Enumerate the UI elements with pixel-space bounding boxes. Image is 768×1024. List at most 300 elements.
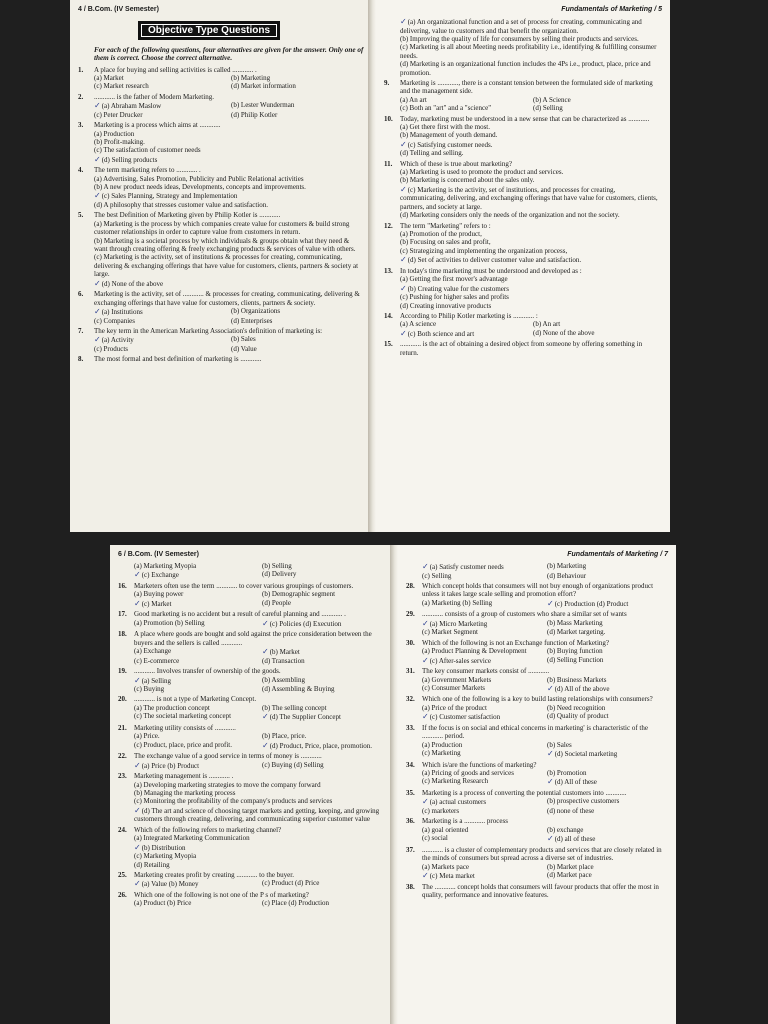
answer-option: [400, 96, 529, 104]
check-mark-icon: ✓: [400, 184, 407, 194]
question-line: [118, 667, 386, 675]
option-text: (c) Strategizing and implementing the organization process,: [400, 246, 568, 255]
answer-option: [400, 131, 662, 139]
options-list: [78, 175, 364, 210]
question-line: [384, 115, 662, 123]
answer-option: [400, 35, 662, 43]
options-list: [118, 562, 386, 580]
section-title: Objective Type Questions: [138, 21, 280, 40]
answer-option: [94, 183, 364, 191]
question-line: [78, 121, 364, 129]
option-text: (c) Exchange: [141, 571, 179, 580]
question-line: [78, 166, 364, 174]
option-text: (d) The art and science of choosing target markets and getting, keeping, and growing customers through creating, delivering, and communicating superior customer value: [134, 806, 380, 824]
options-list: [406, 704, 668, 722]
option-text: (a) Developing marketing strategies to move the company forward: [134, 780, 321, 789]
question-text: Marketers often use the term ............ to cover various groupings of customers.: [134, 581, 354, 590]
options-list: [78, 335, 364, 353]
option-text: (d) Assembling & Buying: [262, 685, 335, 694]
question-number: 24.: [118, 825, 127, 834]
question-item: [118, 724, 386, 750]
question-item: [406, 883, 668, 900]
question-line: [78, 93, 364, 101]
page-header: 6 / B.Com. (IV Semester): [118, 551, 199, 558]
answer-option: [262, 685, 386, 693]
question-item: [384, 267, 662, 310]
answer-option: [422, 807, 543, 815]
question-line: [406, 761, 668, 769]
answer-option: [94, 335, 227, 345]
option-text: (b) A Science: [533, 95, 571, 104]
answer-option: [422, 741, 543, 749]
option-text: (a) A science: [400, 320, 437, 329]
option-text: (c) Selling: [422, 571, 452, 580]
question-text: The ............ concept holds that consumers will favour products that offer the most in quality, performance and innovative features.: [422, 882, 659, 899]
question-line: [384, 267, 662, 275]
answer-option: [94, 146, 364, 154]
option-text: (d) Marketing considers only the needs of the organization and not the society.: [400, 211, 620, 220]
book-spine: [368, 0, 376, 532]
option-text: (c) Marketing is all about Meeting needs profitability i.e., identifying & fulfilling consumer needs.: [400, 43, 657, 60]
option-text: (d) Selling products: [101, 155, 158, 164]
answer-option: [134, 562, 258, 570]
question-item: [118, 871, 386, 889]
options-list: [406, 599, 668, 609]
question-text: The term marketing refers to ............ .: [94, 166, 201, 175]
check-mark-icon: ✓: [134, 675, 141, 685]
answer-option: [547, 628, 668, 636]
answer-option: [134, 861, 386, 869]
question-item: [118, 630, 386, 665]
question-line: [384, 79, 662, 96]
question-number: 26.: [118, 890, 127, 899]
option-text: (a) goal oriented: [422, 825, 469, 834]
option-text: (a) Integrated Marketing Communication: [134, 834, 250, 843]
question-number: 21.: [118, 723, 127, 732]
question-number: 28.: [406, 581, 415, 590]
question-item: [78, 166, 364, 209]
option-text: (c) Marketing Research: [422, 777, 489, 786]
question-item: [118, 562, 386, 580]
question-number: 23.: [118, 772, 127, 781]
question-text: ............ is the father of Modern Marketing.: [94, 92, 214, 101]
page-left: [110, 545, 394, 1024]
option-text: (a) The production concept: [134, 703, 210, 712]
option-text: (a) Product Planning & Development: [422, 647, 527, 656]
question-text: The best Definition of Marketing given by Philip Kotler is ............: [94, 211, 281, 220]
answer-option: [533, 96, 662, 104]
question-text: ............ is the act of obtaining a desired object from someone by offering something in return.: [400, 340, 643, 357]
question-line: [384, 222, 662, 230]
check-mark-icon: ✓: [547, 749, 554, 759]
check-mark-icon: ✓: [262, 618, 269, 628]
question-line: [118, 695, 386, 703]
answer-option: [400, 255, 662, 265]
question-item: [384, 17, 662, 77]
answer-option: [262, 704, 386, 712]
check-mark-icon: ✓: [94, 101, 101, 111]
option-text: (a) Markets pace: [422, 862, 470, 871]
option-text: (b) Selling: [262, 562, 292, 570]
option-text: (c) Place (d) Production: [262, 899, 330, 908]
option-text: (b) Sales: [231, 335, 256, 344]
answer-option: [231, 101, 364, 111]
question-item: [406, 789, 668, 815]
option-text: (c) marketers: [422, 806, 460, 815]
question-number: 6.: [78, 290, 84, 299]
answer-option: [134, 599, 258, 609]
question-item: [384, 222, 662, 265]
option-text: (a) Product (b) Price: [134, 899, 192, 908]
check-mark-icon: ✓: [400, 17, 407, 26]
option-text: (b) Marketing is a societal process by which individuals & groups obtain what they need & want through creating offering & freely exchanging products & services of value with others.: [94, 236, 356, 253]
option-text: (b) Marketing is concerned about the sales only.: [400, 176, 535, 185]
question-number: 16.: [118, 581, 127, 590]
page-header: Fundamentals of Marketing / 7: [567, 551, 668, 558]
option-text: (b) Demographic segment: [262, 590, 336, 599]
question-line: [406, 846, 668, 863]
check-mark-icon: ✓: [547, 834, 554, 844]
options-list: [118, 761, 386, 771]
question-text: Marketing creates profit by creating ............ to the buyer.: [134, 870, 294, 879]
check-mark-icon: ✓: [134, 760, 141, 770]
option-text: (a) Buying power: [134, 590, 184, 599]
answer-option: [134, 619, 258, 629]
check-mark-icon: ✓: [262, 740, 269, 750]
answer-option: [400, 60, 662, 77]
answer-option: [262, 732, 386, 740]
answer-option: [400, 284, 662, 294]
answer-option: [400, 17, 662, 35]
answer-option: [94, 191, 364, 201]
option-text: (d) Philip Kotler: [231, 110, 278, 119]
option-text: (d) Market targeting.: [547, 628, 606, 637]
answer-option: [422, 863, 543, 871]
answer-option: [231, 345, 364, 353]
options-list: [118, 590, 386, 608]
answer-option: [400, 123, 662, 131]
option-text: (c) Buying (d) Selling: [262, 760, 324, 769]
option-text: (d) Set of activities to deliver customer value and satisfaction.: [407, 256, 582, 265]
question-item: [78, 121, 364, 164]
check-mark-icon: ✓: [94, 306, 101, 316]
options-list: [78, 130, 364, 165]
option-text: (c) Marketing is the activity, set of institutions & processes for creating, communicating, delivering & exchanging offerings that have value for customers, clients, partners & society at large.: [94, 253, 359, 279]
answer-option: [547, 871, 668, 881]
option-text: (d) Product, Price, place, promotion.: [269, 741, 372, 750]
option-text: (d) All of these: [554, 778, 597, 787]
options-list: [384, 96, 662, 113]
option-text: (a) Getting the first mover's advantage: [400, 275, 508, 284]
question-line: [118, 871, 386, 879]
answer-option: [400, 149, 662, 157]
answer-option: [547, 684, 668, 694]
answer-option: [400, 104, 529, 112]
option-text: (a) Marketing (b) Selling: [422, 598, 493, 607]
answer-option: [422, 562, 543, 572]
option-text: (d) Transaction: [262, 656, 305, 665]
option-text: (b) exchange: [547, 825, 584, 834]
options-list: [118, 732, 386, 750]
page-header: Fundamentals of Marketing / 5: [561, 6, 662, 13]
option-text: (b) Business Markets: [547, 675, 607, 684]
question-text: Which of the following is not an Exchange function of Marketing?: [422, 638, 610, 647]
options-list: [118, 834, 386, 869]
option-text: (d) Delivery: [262, 570, 297, 579]
question-text: Which of these is true about marketing?: [400, 159, 512, 168]
answer-option: [422, 712, 543, 722]
answer-option: [547, 834, 668, 844]
answer-option: [262, 741, 386, 751]
question-line: [118, 891, 386, 899]
question-item: [118, 610, 386, 628]
question-number: 7.: [78, 326, 84, 335]
question-number: 14.: [384, 311, 393, 320]
option-text: (b) Organizations: [231, 306, 281, 315]
instructions: For each of the following questions, four alternatives are given for the answer. Only one of them is correct. Choose the correct alternative.: [94, 46, 364, 63]
check-mark-icon: ✓: [262, 712, 269, 722]
question-text: Marketing management is ............ .: [134, 772, 234, 781]
answer-option: [134, 570, 258, 580]
option-text: (d) Quality of product: [547, 712, 609, 721]
options-list: [384, 168, 662, 220]
answer-option: [422, 656, 543, 666]
question-item: [78, 93, 364, 119]
question-text: In today's time marketing must be understood and developed as :: [400, 266, 582, 275]
question-number: 4.: [78, 166, 84, 175]
answer-option: [533, 320, 662, 328]
option-text: (c) Market: [141, 599, 172, 608]
answer-option: [400, 230, 662, 238]
question-line: [406, 639, 668, 647]
answer-option: [547, 741, 668, 749]
options-list: [406, 863, 668, 881]
option-text: (a) Promotion (b) Selling: [134, 618, 205, 627]
question-number: 31.: [406, 667, 415, 676]
check-mark-icon: ✓: [422, 712, 429, 722]
answer-option: [422, 704, 543, 712]
option-text: (a) Production: [94, 129, 135, 138]
question-text: ............ Involves transfer of ownership of the goods.: [134, 667, 281, 676]
question-item: [78, 327, 364, 353]
question-item: [78, 355, 364, 363]
check-mark-icon: ✓: [94, 278, 101, 288]
options-list: [78, 307, 364, 325]
option-text: (d) Enterprises: [231, 316, 273, 325]
question-item: [78, 66, 364, 91]
question-number: 19.: [118, 667, 127, 676]
page-right: [398, 545, 676, 1024]
answer-option: [262, 761, 386, 771]
answer-option: [547, 704, 668, 712]
answer-option: [400, 293, 662, 301]
options-list: [406, 619, 668, 637]
answer-option: [94, 220, 364, 237]
question-text: The exchange value of a good service in terms of money is ............: [134, 752, 322, 761]
option-text: (b) An art: [533, 320, 561, 329]
photo-bottom-spread: [110, 545, 676, 1024]
option-text: (a) Activity: [101, 336, 134, 345]
options-list: [118, 879, 386, 889]
question-text: The most formal and best definition of marketing is ............: [94, 355, 262, 364]
question-item: [78, 211, 364, 288]
option-text: (c) Marketing: [422, 749, 461, 758]
question-item: [118, 752, 386, 770]
question-number: 9.: [384, 78, 390, 87]
answer-option: [422, 676, 543, 684]
answer-option: [400, 43, 662, 60]
question-line: [406, 817, 668, 825]
answer-option: [547, 863, 668, 871]
answer-option: [94, 82, 227, 90]
answer-option: [533, 104, 662, 112]
question-text: Marketing is ............, there is a constant tension between the formulated side of marketing and the management side.: [400, 78, 653, 96]
option-text: (a) Price.: [134, 732, 160, 741]
option-text: (b) Market place: [547, 862, 594, 871]
answer-option: [134, 789, 386, 797]
question-text: Marketing is a process of converting the potential customers into ............: [422, 789, 627, 797]
answer-option: [422, 749, 543, 759]
question-text: Which of the following refers to marketing channel?: [134, 825, 282, 834]
question-line: [78, 66, 364, 74]
answer-option: [262, 899, 386, 907]
answer-option: [94, 175, 364, 183]
option-text: (b) A new product needs ideas, Developments, concepts and improvements.: [94, 183, 306, 192]
option-text: (b) Promotion: [547, 769, 587, 778]
check-mark-icon: ✓: [94, 335, 101, 345]
question-line: [406, 610, 668, 618]
options-list: [406, 741, 668, 759]
option-text: (c) Marketing is the activity, set of institutions, and processes for creating, communicating, delivering, and exchanging offerings that have value for customers, clients, partners, and society at large.: [400, 185, 658, 211]
option-text: (a) Price of the product: [422, 703, 487, 712]
options-list: [118, 781, 386, 824]
answer-option: [231, 317, 364, 325]
option-text: (c) Both an "art" and a "science": [400, 104, 492, 113]
options-list: [406, 797, 668, 815]
answer-option: [94, 317, 227, 325]
check-mark-icon: ✓: [422, 655, 429, 665]
option-text: (c) Satisfying customer needs.: [407, 140, 493, 149]
answer-option: [400, 140, 662, 150]
question-text: Which one of the following is not one of the P s of marketing?: [134, 890, 309, 899]
answer-option: [422, 628, 543, 636]
answer-option: [422, 572, 543, 580]
options-list: [384, 123, 662, 158]
option-text: (d) A philosophy that stresses customer value and satisfaction.: [94, 201, 268, 210]
option-text: (a) Satisfy customer needs: [429, 563, 504, 571]
answer-option: [94, 307, 227, 317]
answer-option: [400, 185, 662, 211]
question-item: [384, 115, 662, 158]
option-text: (a) Value (b) Money: [141, 880, 199, 889]
answer-option: [94, 345, 227, 353]
option-text: (c) Customer satisfaction: [429, 713, 501, 722]
question-item: [406, 582, 668, 608]
option-text: (d) Behaviour: [547, 571, 587, 580]
check-mark-icon: ✓: [400, 328, 407, 338]
question-line: [78, 211, 364, 219]
question-number: 35.: [406, 789, 415, 797]
option-text: (b) Market: [269, 648, 300, 657]
check-mark-icon: ✓: [422, 562, 429, 571]
question-line: [118, 724, 386, 732]
question-line: [78, 327, 364, 335]
question-item: [118, 582, 386, 608]
option-text: (d) The Supplier Concept: [269, 713, 341, 722]
answer-option: [134, 657, 258, 665]
answer-option: [547, 562, 668, 572]
option-text: (d) all of these: [554, 835, 596, 844]
answer-option: [231, 82, 364, 90]
answer-option: [134, 781, 386, 789]
question-text: The key term in the American Marketing Association's definition of marketing is:: [94, 326, 323, 335]
question-text: ............ is a cluster of complementary products and services that are closely related in the minds of consumers but spread across a diverse set of industries.: [422, 845, 662, 863]
answer-option: [547, 797, 668, 807]
option-text: (b) Marketing: [231, 73, 271, 82]
answer-option: [400, 320, 529, 328]
question-line: [118, 772, 386, 780]
option-text: (b) Marketing: [547, 562, 587, 570]
option-text: (c) Pushing for higher sales and profits: [400, 293, 509, 302]
option-text: (a) Get there first with the most.: [400, 122, 491, 131]
question-text: The term "Marketing" refers to :: [400, 221, 491, 230]
option-text: (b) Buying function: [547, 647, 603, 656]
question-number: 15.: [384, 340, 393, 349]
answer-option: [94, 111, 227, 119]
question-number: 25.: [118, 870, 127, 879]
question-text: Which one of the following is a key to build lasting relationships with consumers?: [422, 695, 653, 704]
option-text: (c) Monitoring the profitability of the company's products and services: [134, 797, 333, 806]
option-text: (b) Profit-making.: [94, 137, 145, 146]
option-text: (c) Market Segment: [422, 628, 478, 637]
options-list: [118, 704, 386, 722]
check-mark-icon: ✓: [547, 598, 554, 608]
option-text: (b) Distribution: [141, 843, 186, 852]
options-list: [406, 826, 668, 844]
answer-option: [134, 712, 258, 722]
answer-option: [547, 656, 668, 666]
question-text: Marketing utility consists of ............: [134, 723, 236, 732]
answer-option: [547, 572, 668, 580]
option-text: (a) Government Markets: [422, 675, 492, 684]
question-number: 30.: [406, 638, 415, 647]
check-mark-icon: ✓: [547, 683, 554, 693]
answer-option: [262, 562, 386, 570]
options-list: [406, 769, 668, 787]
option-text: (b) Sales: [547, 740, 572, 749]
question-number: 17.: [118, 610, 127, 619]
answer-option: [400, 211, 662, 219]
option-text: (c) Policies (d) Execution: [269, 619, 342, 628]
check-mark-icon: ✓: [400, 139, 407, 149]
question-item: [406, 817, 668, 843]
option-text: (d) Selling: [533, 104, 563, 113]
option-text: (a) Market: [94, 73, 124, 82]
option-text: (a) Price (b) Product: [141, 761, 200, 770]
check-mark-icon: ✓: [94, 191, 101, 201]
question-item: [406, 562, 668, 580]
question-number: 37.: [406, 845, 415, 854]
answer-option: [422, 826, 543, 834]
answer-option: [231, 111, 364, 119]
options-list: [406, 562, 668, 580]
check-mark-icon: ✓: [400, 283, 407, 293]
question-text: A place where goods are bought and sold against the price consideration between the buyers and the sellers is called ............: [134, 630, 372, 647]
option-text: (d) Retailing: [134, 860, 170, 869]
answer-option: [400, 329, 529, 339]
answer-option: [262, 712, 386, 722]
page-left: [70, 0, 372, 532]
